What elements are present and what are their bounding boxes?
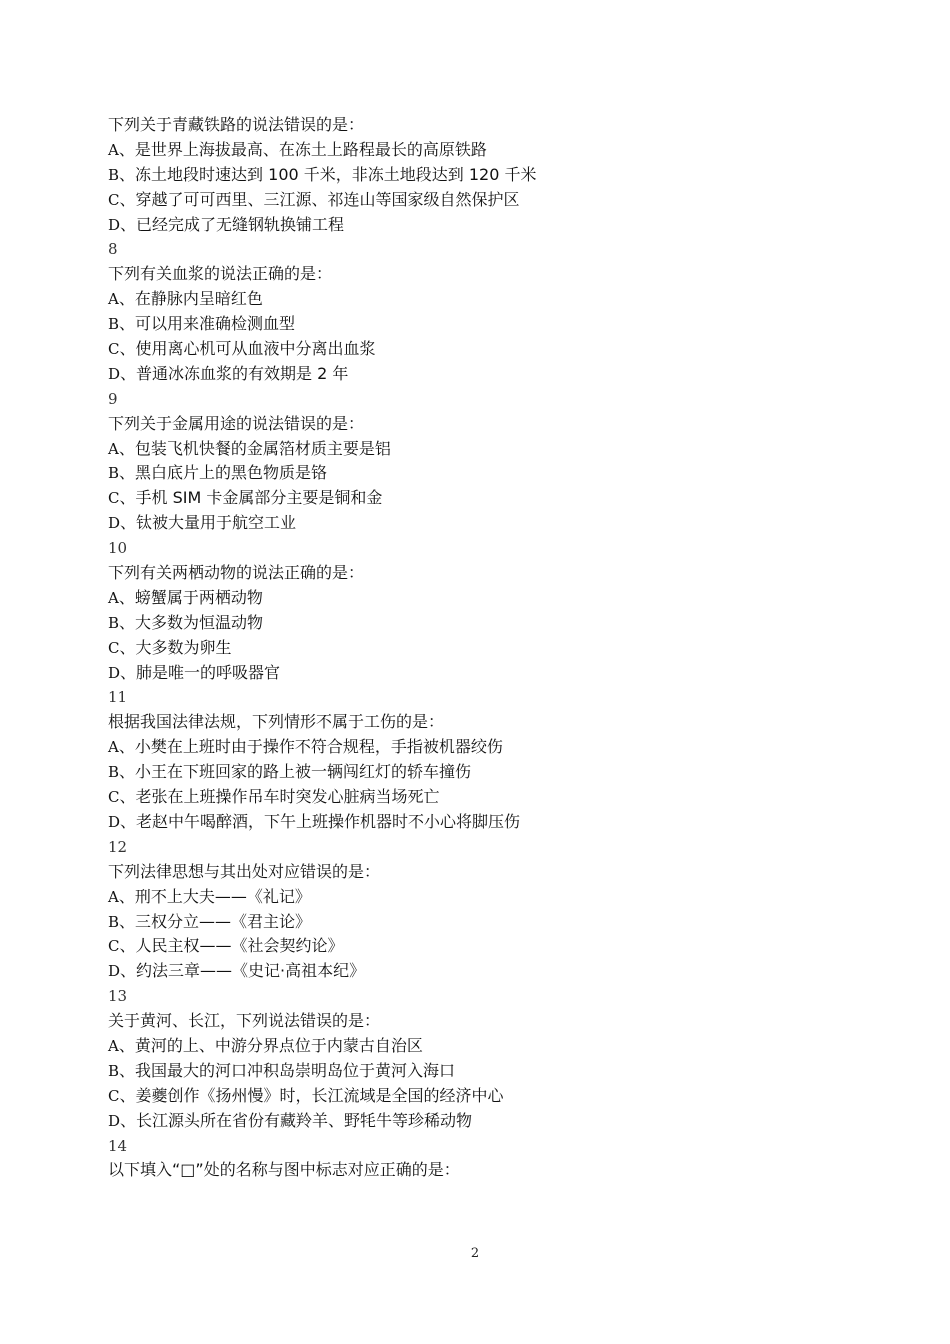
question-stem: 下列有关两栖动物的说法正确的是： (108, 563, 365, 583)
option-text: 钛被大量用于航空工业 (136, 513, 297, 533)
option-separator: 、 (119, 1060, 136, 1080)
answer-option (108, 1084, 868, 1109)
question-number: 13 (108, 987, 128, 1006)
option-text: 人民主权——《社会契约论》 (135, 936, 344, 956)
answer-option (108, 511, 868, 536)
option-separator: 、 (120, 961, 137, 981)
option-letter: A (108, 887, 119, 906)
option-letter: C (108, 937, 120, 956)
option-text: 使用离心机可从血液中分离出血浆 (135, 339, 376, 359)
option-text: 我国最大的河口冲积岛崇明岛位于黄河入海口 (135, 1060, 456, 1080)
question-stem: 下列法律思想与其出处对应错误的是： (108, 861, 381, 881)
option-text: 在静脉内呈暗红色 (134, 289, 263, 309)
option-text: 三权分立——《君主论》 (135, 911, 312, 931)
question-number: 12 (108, 837, 128, 856)
option-text: 黑白底片上的黑色物质是铬 (135, 463, 328, 483)
option-letter: A (108, 140, 119, 159)
option-separator: 、 (119, 787, 136, 807)
option-separator: 、 (119, 637, 136, 657)
question-stem: 关于黄河、长江，下列说法错误的是： (108, 1011, 381, 1031)
option-text: 包装飞机快餐的金属箔材质主要是铝 (134, 438, 391, 458)
option-text: 长江源头所在省份有藏羚羊、野牦牛等珍稀动物 (136, 1110, 473, 1130)
option-letter: D (108, 514, 121, 533)
option-separator: 、 (119, 612, 136, 632)
answer-option (108, 138, 868, 163)
option-separator: 、 (118, 139, 135, 159)
answer-option (108, 785, 868, 810)
option-text: 螃蟹属于两栖动物 (134, 587, 263, 607)
option-text: 肺是唯一的呼吸器官 (136, 662, 281, 682)
question-stem: 下列关于青藏铁路的说法错误的是： (108, 115, 365, 134)
option-separator: 、 (118, 438, 135, 458)
answer-option (108, 885, 868, 910)
option-letter: B (108, 315, 120, 334)
option-separator: 、 (119, 488, 136, 508)
option-text: 手机 SIM 卡金属部分主要是铜和金 (135, 488, 383, 508)
answer-option (108, 461, 868, 486)
option-letter: C (108, 788, 120, 807)
question-stem: 根据我国法律法规，下列情形不属于工伤的是： (108, 712, 445, 732)
option-text: 大多数为恒温动物 (135, 612, 264, 632)
question-number: 11 (108, 688, 128, 707)
option-letter: A (108, 1036, 119, 1055)
option-text: 老张在上班操作吊车时突发心脏病当场死亡 (135, 787, 440, 807)
option-text: 刑不上大夫——《礼记》 (134, 886, 311, 906)
option-separator: 、 (119, 762, 136, 782)
option-text: 大多数为卵生 (135, 637, 232, 657)
option-letter: C (108, 1086, 120, 1105)
option-letter: D (108, 663, 121, 682)
option-text: 冻土地段时速达到 100 千米，非冻土地段达到 120 千米 (135, 164, 537, 184)
option-letter: C (108, 489, 120, 508)
option-letter: B (108, 464, 120, 483)
option-separator: 、 (119, 911, 136, 931)
question-number: 14 (108, 1136, 128, 1155)
option-separator: 、 (119, 164, 136, 184)
answer-option (108, 1034, 868, 1059)
question-stem: 以下填入“□”处的名称与图中标志对应正确的是： (108, 1160, 460, 1180)
answer-option (108, 213, 868, 238)
option-letter: B (108, 763, 120, 782)
answer-option (108, 934, 868, 959)
option-text: 穿越了可可西里、三江源、祁连山等国家级自然保护区 (135, 189, 520, 209)
option-text: 已经完成了无缝钢轨换铺工程 (136, 214, 345, 234)
option-text: 老赵中午喝醉酒，下午上班操作机器时不小心将脚压伤 (136, 811, 521, 831)
option-separator: 、 (120, 1110, 137, 1130)
answer-option (108, 1059, 868, 1084)
option-separator: 、 (118, 886, 135, 906)
answer-option (108, 287, 868, 312)
option-text: 小王在下班回家的路上被一辆闯红灯的轿车撞伤 (135, 762, 472, 782)
option-letter: C (108, 190, 120, 209)
option-separator: 、 (120, 363, 137, 383)
answer-option (108, 586, 868, 611)
answer-option (108, 810, 868, 835)
option-letter: D (108, 364, 121, 383)
option-separator: 、 (120, 811, 137, 831)
answer-option (108, 337, 868, 362)
option-separator: 、 (119, 463, 136, 483)
question-number: 10 (108, 539, 128, 558)
option-separator: 、 (119, 1085, 136, 1105)
option-letter: D (108, 215, 121, 234)
answer-option (108, 188, 868, 213)
option-letter: A (108, 439, 119, 458)
option-letter: C (108, 340, 120, 359)
answer-option (108, 760, 868, 785)
answer-option (108, 611, 868, 636)
question-number: 8 (108, 240, 118, 259)
answer-option (108, 312, 868, 337)
answer-option (108, 163, 868, 188)
option-text: 普通冰冻血浆的有效期是 2 年 (136, 363, 349, 383)
answer-option (108, 661, 868, 686)
answer-option (108, 437, 868, 462)
answer-option (108, 362, 868, 387)
answer-option (108, 486, 868, 511)
option-text: 黄河的上、中游分界点位于内蒙古自治区 (134, 1035, 423, 1055)
option-letter: A (108, 588, 119, 607)
option-letter: A (108, 738, 119, 757)
option-letter: B (108, 613, 120, 632)
option-text: 姜夔创作《扬州慢》时，长江流域是全国的经济中心 (135, 1085, 504, 1105)
option-separator: 、 (118, 289, 135, 309)
option-text: 可以用来准确检测血型 (135, 314, 296, 334)
option-separator: 、 (119, 936, 136, 956)
option-separator: 、 (119, 339, 136, 359)
option-letter: D (108, 962, 121, 981)
question-number: 9 (108, 389, 118, 408)
option-separator: 、 (118, 587, 135, 607)
answer-option (108, 636, 868, 661)
answer-option (108, 910, 868, 935)
option-text: 小樊在上班时由于操作不符合规程，手指被机器绞伤 (134, 737, 503, 757)
option-text: 是世界上海拔最高、在冻土上路程最长的高原铁路 (134, 139, 487, 159)
option-separator: 、 (119, 189, 136, 209)
option-separator: 、 (120, 662, 137, 682)
answer-option (108, 1109, 868, 1134)
answer-option (108, 959, 868, 984)
option-letter: B (108, 165, 120, 184)
option-letter: D (108, 1111, 121, 1130)
page-number: 2 (470, 1246, 480, 1261)
answer-option (108, 735, 868, 760)
option-letter: A (108, 290, 119, 309)
option-letter: B (108, 912, 120, 931)
option-separator: 、 (119, 314, 136, 334)
option-letter: C (108, 638, 120, 657)
option-separator: 、 (120, 513, 137, 533)
option-separator: 、 (118, 1035, 135, 1055)
option-letter: D (108, 812, 121, 831)
question-stem: 下列有关血浆的说法正确的是： (108, 264, 333, 284)
question-list (108, 113, 868, 1183)
option-separator: 、 (118, 737, 135, 757)
question-stem: 下列关于金属用途的说法错误的是： (108, 413, 365, 433)
option-separator: 、 (120, 214, 137, 234)
option-letter: B (108, 1061, 120, 1080)
option-text: 约法三章——《史记·高祖本纪》 (136, 961, 366, 981)
